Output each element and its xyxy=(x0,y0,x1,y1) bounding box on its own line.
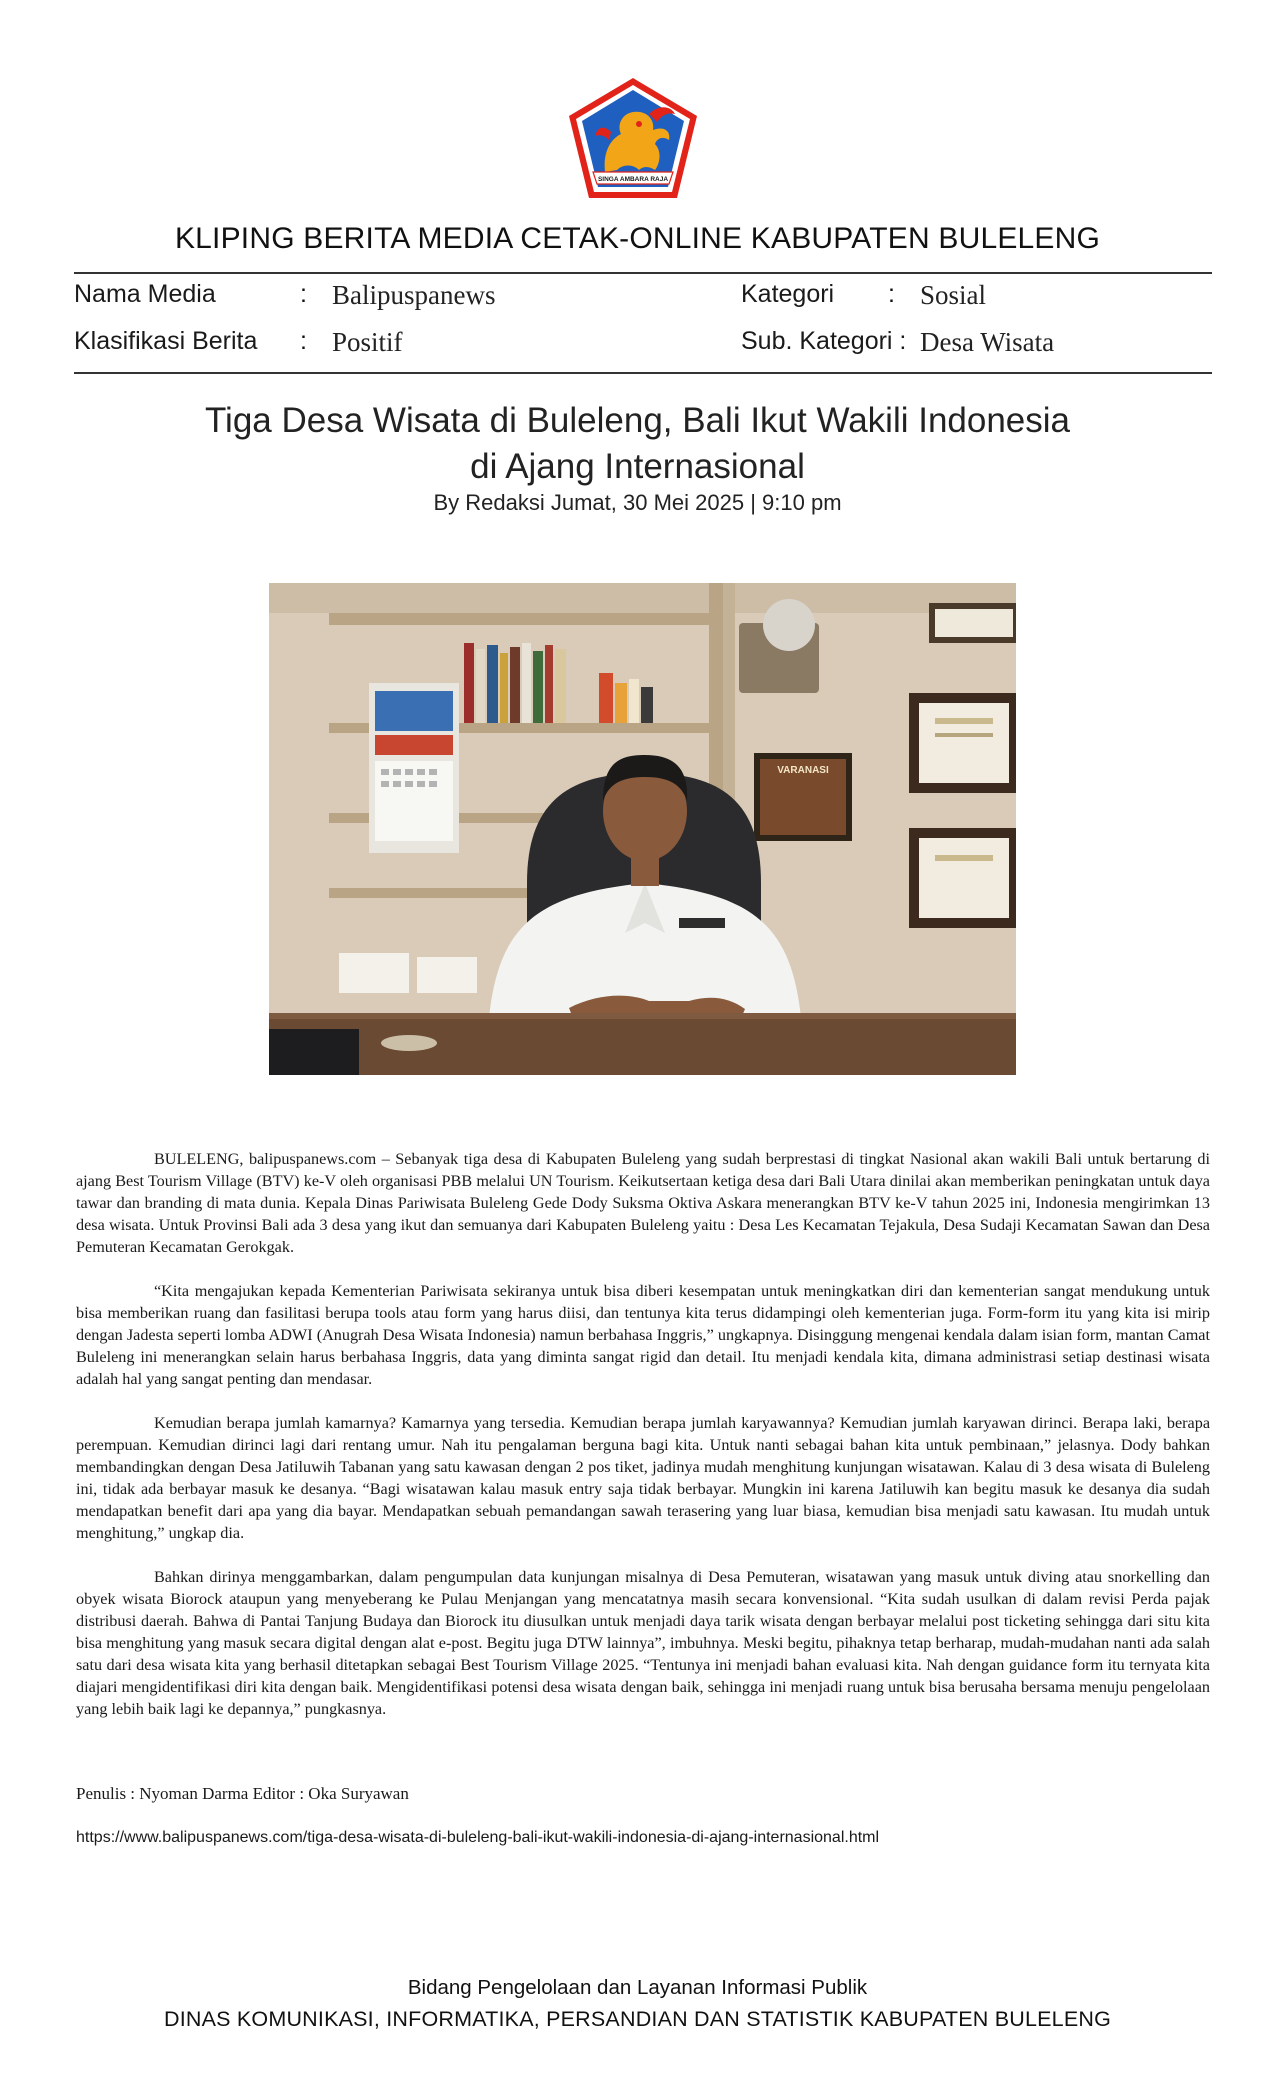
colon-separator: : xyxy=(300,280,307,308)
kategori-value: Sosial xyxy=(920,280,987,310)
colon-separator: : xyxy=(888,280,895,308)
header-divider-bottom xyxy=(74,372,1212,374)
article-title xyxy=(150,398,1125,490)
meta-row-1 xyxy=(74,280,1212,320)
article-paragraph: “Kita mengajukan kepada Kementerian Pariwisata sekiranya untuk bisa diberi kesempatan untuk meningkatkan diri dan kementerian sangat mendukung untuk bisa memberikan ruang dan fasilitasi berupa tools atau form yang harus diisi, dan tentunya kita terus didampingi oleh kementerian juga. Form-form itu yang kita isi mirip dengan Jadesta seperti lomba ADWI (Anugrah Desa Wisata Indonesia) namun berbahasa Inggris,” ungkapnya. Disinggung mengenai kendala dalam isian form, mantan Camat Buleleng ini menerangkan selain harus berbahasa Inggris, data yang diminta sangat rigid dan detail. Itu menjadi kendala kita, dimana administrasi setiap destinasi wisata adalah hal yang sangat penting dan mendasar. xyxy=(76,1282,1210,1388)
article-paragraph: Bahkan dirinya menggambarkan, dalam pengumpulan data kunjungan misalnya di Desa Pemuteran, wisatawan yang masuk untuk diving atau snorkelling dan obyek wisata Biorock ataupun yang menyeberang ke Pulau Menjangan yang mencatatnya masih secara konvensional. “Kita sudah usulkan di dalam revisi Perda pajak distribusi daerah. Bahwa di Pantai Tanjung Budaya dan Biorock itu diusulkan untuk menjadi daya tarik wisata dengan berbayar melalui post ticketing sehingga dari situ kita bisa menghitung yang masuk secara digital dengan alat e-post. Begitu juga DTW lainnya”, imbuhnya. Meski begitu, pihaknya tetap berharap, mudah-mudahan nanti ada salah satu dari desa wisata kita yang berhasil ditetapkan sebagai Best Tourism Village 2025. “Tentunya ini menjadi bahan evaluasi kita. Nah dengan guidance form itu ternyata kita diajari mengidentifikasi diri kita dengan baik. Mengidentifikasi potensi desa wisata dengan baik, sehingga ini menjadi ruang untuk bisa berusaha bersama menuju pengelolaan yang lebih baik lagi ke depannya,” pungkasnya. xyxy=(76,1568,1210,1718)
article-paragraph: BULELENG, balipuspanews.com – Sebanyak tiga desa di Kabupaten Buleleng yang sudah berprestasi di tingkat Nasional akan wakili Bali untuk bertarung di ajang Best Tourism Village (BTV) ke-V oleh organisasi PBB melalui UN Tourism. Keikutsertaan ketiga desa dari Bali Utara dinilai akan memberikan peningkatan untuk daya tawar dan branding di mata dunia. Kepala Dinas Pariwisata Buleleng Gede Dody Suksma Oktiva Askara menerangkan BTV ke-V tahun 2025 ini, Indonesia mengirimkan 13 desa wisata. Untuk Provinsi Bali ada 3 desa yang ikut dan semuanya dari Kabupaten Buleleng yaitu : Desa Les Kecamatan Tejakula, Desa Sudaji Kecamatan Sawan dan Desa Pemuteran Kecamatan Gerokgak. xyxy=(76,1150,1210,1256)
meta-row-2 xyxy=(74,327,1212,367)
article-body xyxy=(76,1148,1210,1742)
header-divider-top xyxy=(74,272,1212,274)
subkategori-value: Desa Wisata xyxy=(920,327,1055,357)
klasifikasi-value: Positif xyxy=(332,327,403,357)
article-byline: By Redaksi Jumat, 30 Mei 2025 | 9:10 pm xyxy=(433,490,842,515)
nama-media-value: Balipuspanews xyxy=(332,280,496,310)
article-paragraph: Kemudian berapa jumlah kamarnya? Kamarnya yang tersedia. Kemudian berapa jumlah karyawannya? Kemudian jumlah karyawan dirinci. Berapa laki, berapa perempuan. Kemudian dirinci lagi dari rentang umur. Nah itu pengalaman berguna bagi kita. Untuk nanti sebagai bahan kita untuk pembinaan,” jelasnya. Dody bahkan membandingkan dengan Desa Jatiluwih Tabanan yang satu kawasan dengan 2 pos tiket, jadinya mudah menghitung kunjungan wisatawan. Kalau di 3 desa wisata di Buleleng ini, tidak ada berbayar masuk ke desanya. “Bagi wisatawan kalau masuk entry saja tidak berbayar. Mungkin ini karena Jatiluwih kan begitu masuk ke desanya dia sudah mendapatkan benefit dari apa yang dia bayar. Mendapatkan sebuah pemandangan sawah terasering yang luar biasa, kemudian bisa menjadi satu kawasan. Itu mudah untuk menghitung,” ungkap dia. xyxy=(76,1414,1210,1542)
crest-banner-text: SINGA AMBARA RAJA xyxy=(597,176,669,183)
subkategori-label: Sub. Kategori : xyxy=(741,327,907,355)
footer-agency: DINAS KOMUNIKASI, INFORMATIKA, PERSANDIAN DAN STATISTIK KABUPATEN BULELENG xyxy=(163,2007,1112,2031)
official-seated-at-desk-photo xyxy=(269,583,1016,1075)
article-title-line-1: Tiga Desa Wisata di Buleleng, Bali Ikut Wakili Indonesia xyxy=(204,401,1071,440)
singa-ambara-raja-crest-icon xyxy=(563,74,703,202)
source-url-link[interactable]: https://www.balipuspanews.com/tiga-desa-wisata-di-buleleng-bali-ikut-wakili-indonesia-di-ajang-internasional.html xyxy=(76,1829,880,1846)
footer-division: Bidang Pengelolaan dan Layanan Informasi Publik xyxy=(407,1976,868,1999)
writer-editor-credit: Penulis : Nyoman Darma Editor : Oka Suryawan xyxy=(76,1784,409,1803)
nama-media-label: Nama Media xyxy=(74,280,216,308)
colon-separator: : xyxy=(300,327,307,355)
clipping-header-title: KLIPING BERITA MEDIA CETAK-ONLINE KABUPATEN BULELENG xyxy=(174,222,1101,255)
klasifikasi-label: Klasifikasi Berita xyxy=(74,327,258,355)
poster-text: VARANASI xyxy=(777,765,829,776)
article-title-line-2: di Ajang Internasional xyxy=(470,447,805,486)
kategori-label: Kategori xyxy=(741,280,835,308)
